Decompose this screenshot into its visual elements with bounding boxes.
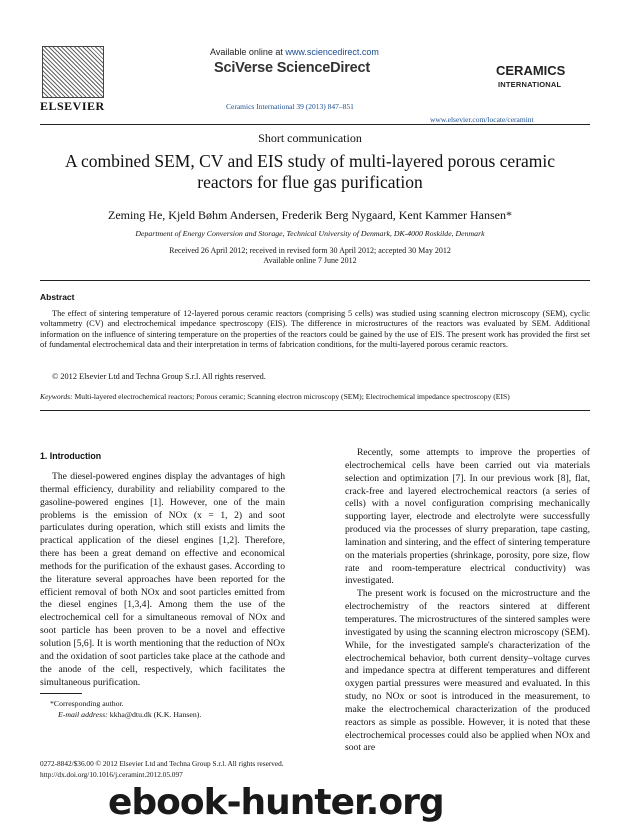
platform-name: SciVerse ScienceDirect [214, 60, 371, 76]
abstract-bottom-divider [40, 410, 590, 411]
intro-paragraph-3: The present work is focused on the microstructure and the electrochemistry of the reactors sintered at different temperatures. The microstructures of the sintered samples were investigated by using the scanning electron microscopy (SEM). While, for the investigated sample's characterization of the electrochemical behavior, both current density–voltage curves and impedance spectra at different temperatures and different oxygen partial pressures were measured and evaluated. In this study, no NOx or soot is introduced in the measurement, to make the electrochemical characterization of the produced reactors as simple as possible. However, it is noted that these electrochemical processes could also be applied when NOx and soot are [345, 588, 590, 754]
affiliation: Department of Energy Conversion and Storage, Technical University of Denmark, DK-4000 Roskilde, Denmark [135, 229, 485, 238]
keywords [40, 392, 595, 401]
available-online-date: Available online 7 June 2012 [263, 256, 357, 265]
sciencedirect-link[interactable]: www.sciencedirect.com [285, 47, 379, 57]
intro-paragraph-2: Recently, some attempts to improve the properties of electrochemical cells have been carried out via materials selection and optimization [7]. In our previous work [8], flat, crack-free and layered electrochemical reactors (a series of cells) with a novel configuration comprising mechanically supporting layer, electrode and electrolyte were successfully produced via the processes of slurry preparation, tape casting, lamination and sintering, and the effect of sintering temperature on the materials properties (shrinkage, porosity, pore size, flow rate and room-temperature electrical conductivity) was investigated. [345, 447, 590, 587]
issn-copyright-line: 0272-8842/$36.00 © 2012 Elsevier Ltd and Techna Group S.r.l. All rights reserved. [40, 759, 284, 768]
received-dates: Received 26 April 2012; received in revised form 30 April 2012; accepted 30 May 2012 [169, 246, 451, 255]
authors: Zeming He, Kjeld Bøhm Andersen, Frederik Berg Nygaard, Kent Kammer Hansen* [107, 208, 512, 222]
doi-link[interactable]: http://dx.doi.org/10.1016/j.ceramint.2012.05.097 [40, 770, 183, 779]
keywords-label: Keywords: [40, 392, 73, 401]
intro-paragraph-1: The diesel-powered engines display the advantages of high thermal efficiency, durability and reliability compared to the gasoline-powered engines [1]. However, one of the main problems is the emission of NOx (x = 1, 2) and soot particulates during operation, which still exists and limits the practical application of the diesel engines [1,2]. Therefore, there has been a great demand on effective and economical methods for the purification of the exhaust gases. According to the literature several approaches have been reported for the efficient removal of both NOx and soot particles emitted from the diesel engines [1,3,4]. Among them the use of the electrochemical cell for a simultaneous removal of NOx and soot particle has been proven to be a novel and effective solution [5,6]. It is worth mentioning that the reduction of NOx and the oxidation of soot particles take place at the cathode and the anode of the cell, respectively, which facilitates the simultaneous purification. [40, 471, 285, 688]
article-type: Short communication [258, 131, 362, 145]
email-label: E-mail address: [58, 710, 110, 719]
footnote-divider [40, 693, 82, 694]
journal-name: CERAMICS [496, 63, 566, 78]
title-line-2: reactors for flue gas purification [197, 172, 423, 192]
journal-url-link[interactable]: www.elsevier.com/locate/ceramint [430, 115, 534, 124]
abstract-copyright: © 2012 Elsevier Ltd and Techna Group S.r.l. All rights reserved. [52, 372, 266, 381]
available-prefix: Available online at [210, 47, 286, 57]
abstract-top-divider [40, 280, 590, 281]
journal-name-sub: INTERNATIONAL [498, 80, 562, 89]
abstract-text: The effect of sintering temperature of 12-layered porous ceramic reactors (comprising 5 cells) was studied using scanning electron microscopy (SEM), cyclic voltammetry (CV) and electrochemical impedance spectroscopy (EIS). The difference in microstructures of the reactors was evaluated by SEM. Additional information on the influence of sintering temperature on the properties of the reactors could be gained by the use of EIS. The present work has provided the first set of fundamental electrochemical data and their interpretation in terms of fabrication conditions, for the multi-layered porous ceramic reactors. [40, 309, 590, 350]
left-column [40, 471, 285, 689]
email-address-link[interactable]: kkha@dtu.dk (K.K. Hansen). [109, 710, 202, 719]
title-line-1: A combined SEM, CV and EIS study of multi-layered porous ceramic [64, 151, 556, 171]
elsevier-tree-logo [42, 46, 104, 98]
email-note [58, 710, 201, 719]
header-divider [40, 124, 590, 125]
keywords-text: Multi-layered electrochemical reactors; Porous ceramic; Scanning electron microscopy (SEM); Electrochemical impedance spectroscopy (EIS) [72, 392, 510, 401]
section-heading-introduction: 1. Introduction [40, 451, 102, 461]
journal-reference-link[interactable]: Ceramics International 39 (2013) 847–851 [226, 102, 354, 111]
publisher-name: ELSEVIER [40, 99, 105, 113]
corresponding-author-note: *Corresponding author. [50, 699, 124, 708]
article-title [30, 151, 590, 193]
right-column [345, 447, 590, 755]
abstract-heading: Abstract [40, 292, 75, 302]
available-online-line [210, 47, 379, 57]
watermark-text: ebook-hunter.org [108, 782, 444, 823]
